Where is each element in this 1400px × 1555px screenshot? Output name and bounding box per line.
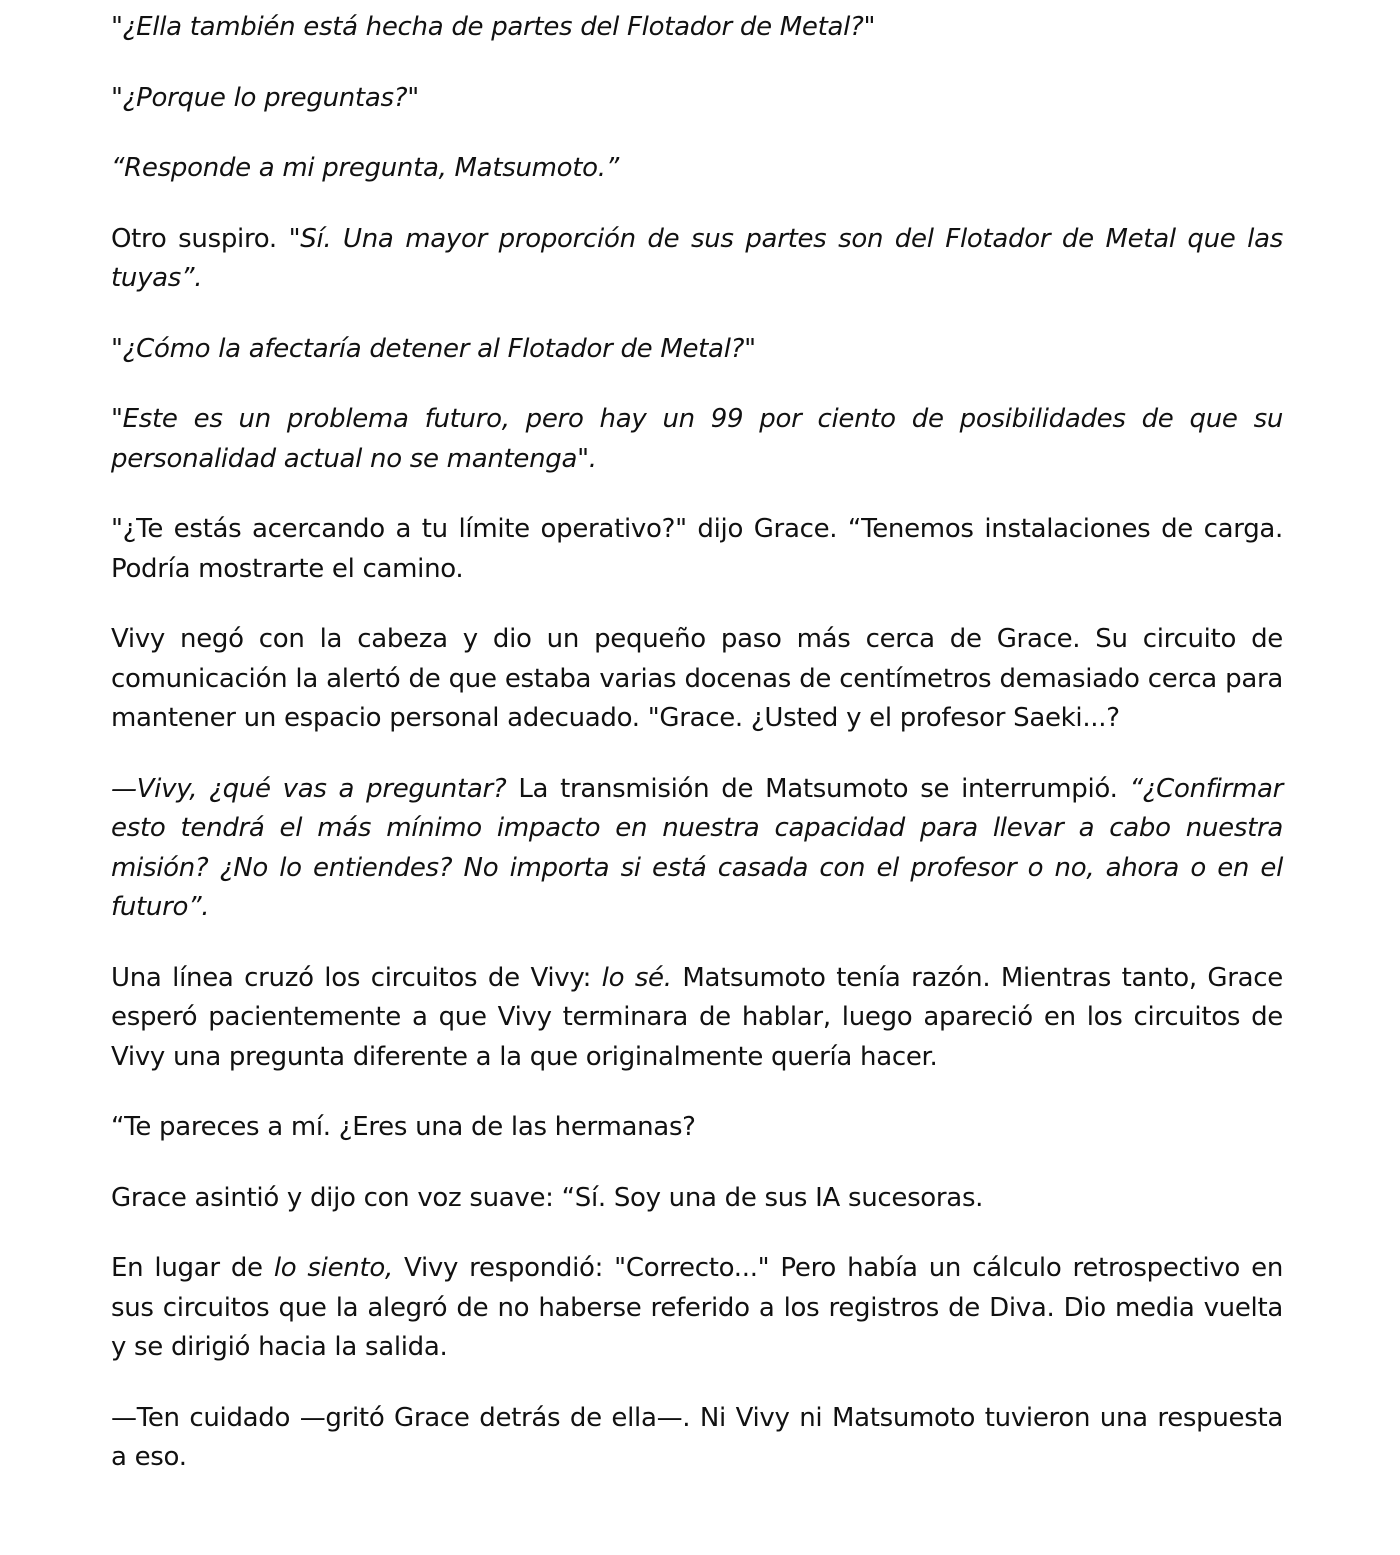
body-text: Grace asintió y dijo con voz suave: “Sí. Soy una de sus IA sucesoras.: [111, 1182, 984, 1213]
body-text: En lugar de: [111, 1253, 274, 1283]
italic-text: "¿Porque lo preguntas?": [111, 82, 419, 113]
paragraph-7: [111, 510, 1283, 589]
body-text: —Ten cuidado —gritó Grace detrás de ella—. Ni Vivy ni Matsumoto tuvieron una respuesta a eso.: [111, 1402, 1283, 1472]
italic-text: lo sé.: [601, 962, 672, 993]
italic-text: "Sí. Una mayor proporción de sus partes son del Flotador de Metal que las tuyas”.: [111, 223, 1283, 293]
italic-text: "Este es un problema futuro, pero hay un 99 por ciento de posibilidades de que su personalidad actual no se mantenga".: [111, 404, 1283, 474]
body-text: Vivy negó con la cabeza y dio un pequeño paso más cerca de Grace. Su circuito de comunicación la alertó de que estaba varias docenas de centímetros demasiado cerca para mantener un espacio personal adecuado. "Grace. ¿Usted y el profesor Saeki...?: [111, 624, 1283, 733]
italic-text: —Vivy, ¿qué vas a preguntar?: [111, 773, 507, 804]
paragraph-9: [111, 770, 1283, 928]
paragraph-4: [111, 220, 1283, 299]
italic-text: "¿Ella también está hecha de partes del Flotador de Metal?": [111, 12, 876, 42]
paragraph-11: [111, 1108, 1283, 1148]
italic-text: lo siento,: [273, 1253, 393, 1283]
body-text: "¿Te estás acercando a tu límite operativo?" dijo Grace. “Tenemos instalaciones de carga. Podría mostrarte el camino.: [111, 514, 1283, 584]
body-text: Matsumoto tenía razón. Mientras tanto, Grace esperó pacientemente a que Vivy terminara de hablar, luego apareció en los circuitos de Vivy una pregunta diferente a la que originalmente quería hacer.: [111, 962, 1283, 1072]
body-text: “Te pareces a mí. ¿Eres una de las hermanas?: [111, 1112, 696, 1142]
paragraph-3: [111, 149, 1283, 189]
paragraph-1: [111, 8, 1283, 48]
paragraph-12: [111, 1179, 1283, 1219]
paragraph-5: [111, 330, 1283, 370]
paragraph-2: [111, 79, 1283, 119]
italic-text: “Responde a mi pregunta, Matsumoto.”: [111, 153, 619, 183]
italic-text: "¿Cómo la afectaría detener al Flotador de Metal?": [111, 333, 756, 364]
document-page: [111, 8, 1283, 1509]
paragraph-10: [111, 959, 1283, 1078]
paragraph-8: [111, 620, 1283, 739]
body-text: Una línea cruzó los circuitos de Vivy:: [111, 962, 602, 993]
body-text: Vivy respondió: "Correcto..." Pero había un cálculo retrospectivo en sus circuitos que la alegró de no haberse referido a los registros de Diva. Dio media vuelta y se dirigió hacia la salida.: [111, 1253, 1283, 1362]
italic-text: “¿Confirmar esto tendrá el más mínimo impacto en nuestra capacidad para llevar a cabo nuestra misión? ¿No lo entiendes? No importa si está casada con el profesor o no, ahora o en el futuro”.: [111, 773, 1284, 922]
paragraph-13: [111, 1249, 1283, 1368]
paragraph-14: [111, 1399, 1283, 1478]
body-text: La transmisión de Matsumoto se interrumpió.: [506, 773, 1130, 804]
paragraph-6: [111, 400, 1283, 479]
body-text: Otro suspiro.: [111, 223, 289, 254]
